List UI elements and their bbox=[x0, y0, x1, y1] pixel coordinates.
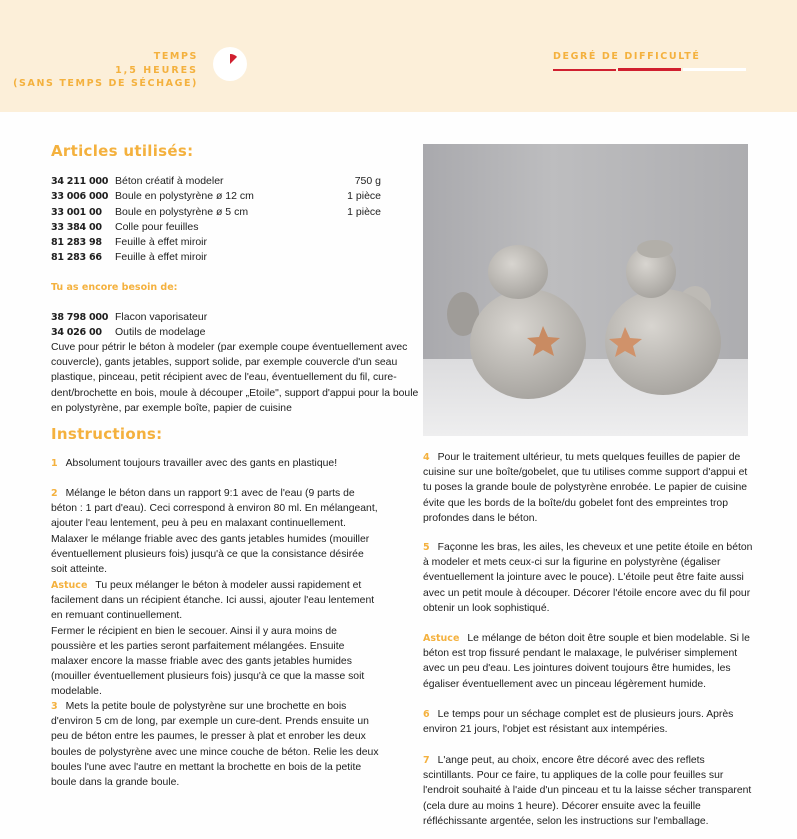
item-row bbox=[51, 235, 381, 250]
instructions-title: Instructions: bbox=[51, 425, 163, 443]
item-number: 33 001 00 bbox=[51, 206, 102, 218]
item-name: Feuille à effet miroir bbox=[115, 236, 208, 249]
item-number: 81 283 66 bbox=[51, 252, 102, 264]
difficulty-label: DEGRÉ DE DIFFICULTÉ bbox=[553, 51, 701, 62]
item-number: 33 384 00 bbox=[51, 221, 102, 233]
tip-label: Astuce bbox=[423, 633, 460, 644]
item-row bbox=[51, 189, 381, 204]
step-3 bbox=[51, 699, 381, 790]
angel-figurines-photo bbox=[423, 144, 748, 436]
item-number: 33 006 000 bbox=[51, 191, 109, 203]
item-quantity bbox=[311, 220, 381, 235]
step-text: L'ange peut, au choix, encore être décoré avec des reflets scintillants. Pour ce faire, tu appliques de la colle pour feuilles sur l'endroit souhaité à l'aide d'un pinceau et tu la laisse sécher transparent (cela dure au moins 1 heure). Décorer ensuite avec la feuille réfléchissante argentée, selon les instructions sur l'emballage. bbox=[423, 755, 752, 827]
difficulty-segment bbox=[553, 69, 616, 71]
tip-text: Fermer le récipient en bien le secouer. Ainsi il y aura moins de poussière et les parties seront parfaitement mélangées. Ensuite malaxer encore la masse friable avec des gants jetables humides (mouiller éventuellement plusieurs fois) jusqu'à ce que la masse soit modelable. bbox=[51, 625, 365, 698]
item-name: Colle pour feuilles bbox=[115, 220, 199, 233]
tip-text: Tu peux mélanger le béton à modeler aussi rapidement et facilement dans un récipient étanche. Ici aussi, ajouter l'eau lentement en remuant continuellement. bbox=[51, 580, 375, 622]
item-name: Boule en polystyrène ø 5 cm bbox=[115, 205, 249, 218]
item-name: Outils de modelage bbox=[115, 326, 206, 339]
header-band bbox=[0, 0, 797, 112]
time-info bbox=[13, 50, 198, 91]
item-row bbox=[51, 250, 381, 265]
difficulty-segment bbox=[618, 68, 681, 71]
clock-pie-icon bbox=[213, 47, 247, 81]
step-6 bbox=[423, 707, 753, 737]
item-name: Béton créatif à modeler bbox=[115, 175, 224, 187]
time-label: TEMPS bbox=[153, 51, 198, 62]
item-row bbox=[51, 220, 381, 235]
step-number: 2 bbox=[51, 488, 58, 499]
tip-text: Le mélange de béton doit être souple et bien modelable. Si le béton est trop fissuré pendant le malaxage, le pulvériser simplement avec un peu d'eau. Les jointures doivent toujours être humides, les égaliser éventuellement avec un pinceau légèrement humide. bbox=[423, 633, 750, 690]
item-quantity: 750 g bbox=[354, 175, 381, 187]
item-name: Flacon vaporisateur bbox=[115, 311, 208, 323]
step-4 bbox=[423, 450, 753, 526]
step-2 bbox=[51, 486, 381, 577]
step-7 bbox=[423, 753, 758, 829]
step-number: 3 bbox=[51, 701, 58, 712]
step-number: 7 bbox=[423, 755, 430, 766]
step-5 bbox=[423, 540, 753, 616]
item-number: 34 211 000 bbox=[51, 176, 109, 187]
item-quantity bbox=[311, 250, 381, 265]
item-name: Boule en polystyrène ø 12 cm bbox=[115, 190, 254, 203]
needed-list bbox=[51, 310, 381, 341]
step-number: 5 bbox=[423, 542, 430, 553]
articles-title: Articles utilisés: bbox=[51, 142, 194, 160]
needed-text: Cuve pour pétrir le béton à modeler (par exemple coupe éventuellement avec couvercle), gants jetables, support solide, par exemple couvercle d'un seau plastique, pinceau, petit récipient avec de l'eau, éventuellement du fil, cure-dent/brochette en bois, moule à découper „Etoile", support d'appui pour la boule en polystyrène, par exemple boîte, papier de cuisine bbox=[51, 342, 419, 414]
item-name: Feuille à effet miroir bbox=[115, 251, 208, 264]
tip-1 bbox=[51, 578, 376, 700]
item-quantity: 1 pièce bbox=[347, 205, 381, 218]
tip-2 bbox=[423, 631, 753, 692]
difficulty-bar bbox=[553, 68, 748, 71]
item-number: 38 798 000 bbox=[51, 312, 109, 323]
step-text: Mélange le béton dans un rapport 9:1 avec de l'eau (9 parts de béton : 1 part d'eau). Ceci correspond à environ 80 ml. En mélangeant, ajouter l'eau lentement, peu à peu en malaxant continuellement. Malaxer le mélange friable avec des gants jetables humides (mouiller éventuellement plusieurs fois) jusqu'à ce que la consistance désirée soit atteinte. bbox=[51, 488, 378, 576]
step-1 bbox=[51, 456, 391, 471]
step-text: Le temps pour un séchage complet est de plusieurs jours. Après environ 21 jours, l'objet est résistant aux intempéries. bbox=[423, 709, 734, 736]
step-number: 6 bbox=[423, 709, 430, 720]
articles-list bbox=[51, 174, 381, 266]
step-text: Pour le traitement ultérieur, tu mets quelques feuilles de papier de cuisine sur une boîte/gobelet, que tu utilises comme support d'appui et tu poses la grande boule de polystyrène enrobée. Le papier de cuisine évite que les bords de la boîte/du gobelet font des empreintes trop profondes dans le béton. bbox=[423, 452, 748, 524]
difficulty-segment bbox=[683, 68, 746, 71]
item-row bbox=[51, 325, 381, 340]
item-quantity: 1 pièce bbox=[347, 190, 381, 203]
time-value: 1,5 HEURES bbox=[115, 64, 198, 76]
item-row bbox=[51, 174, 381, 189]
item-number: 81 283 98 bbox=[51, 237, 102, 249]
tip-label: Astuce bbox=[51, 580, 88, 591]
step-text: Absolument toujours travailler avec des gants en plastique! bbox=[65, 458, 338, 469]
item-number: 34 026 00 bbox=[51, 327, 102, 339]
step-number: 1 bbox=[51, 458, 58, 469]
item-row bbox=[51, 310, 381, 325]
step-number: 4 bbox=[423, 452, 430, 463]
time-note: (SANS TEMPS DE SÉCHAGE) bbox=[13, 78, 198, 89]
difficulty-meter bbox=[553, 51, 748, 71]
step-text: Façonne les bras, les ailes, les cheveux et une petite étoile en béton à modeler et mets ceux-ci sur la figurine en polystyrène (égaliser éventuellement la jointure avec le pouce). L'étoile peut être faite aussi avec un petit moule à découper. Décorer l'étoile encore avec du fil pour obtenir un look sophistiqué. bbox=[423, 542, 753, 614]
item-quantity bbox=[311, 235, 381, 250]
step-text: Mets la petite boule de polystyrène sur une brochette en bois d'environ 5 cm de long, par exemple un cure-dent. Prends ensuite un peu de béton entre les paumes, le presser à plat et enrober les deux boules de polystyrène avec une mince couche de béton. Relie les deux boules l'une avec l'autre en mettant la brochette en bois de la petite boule dans la grande boule. bbox=[51, 701, 379, 789]
needed-title: Tu as encore besoin de: bbox=[51, 282, 178, 293]
item-row bbox=[51, 205, 381, 220]
